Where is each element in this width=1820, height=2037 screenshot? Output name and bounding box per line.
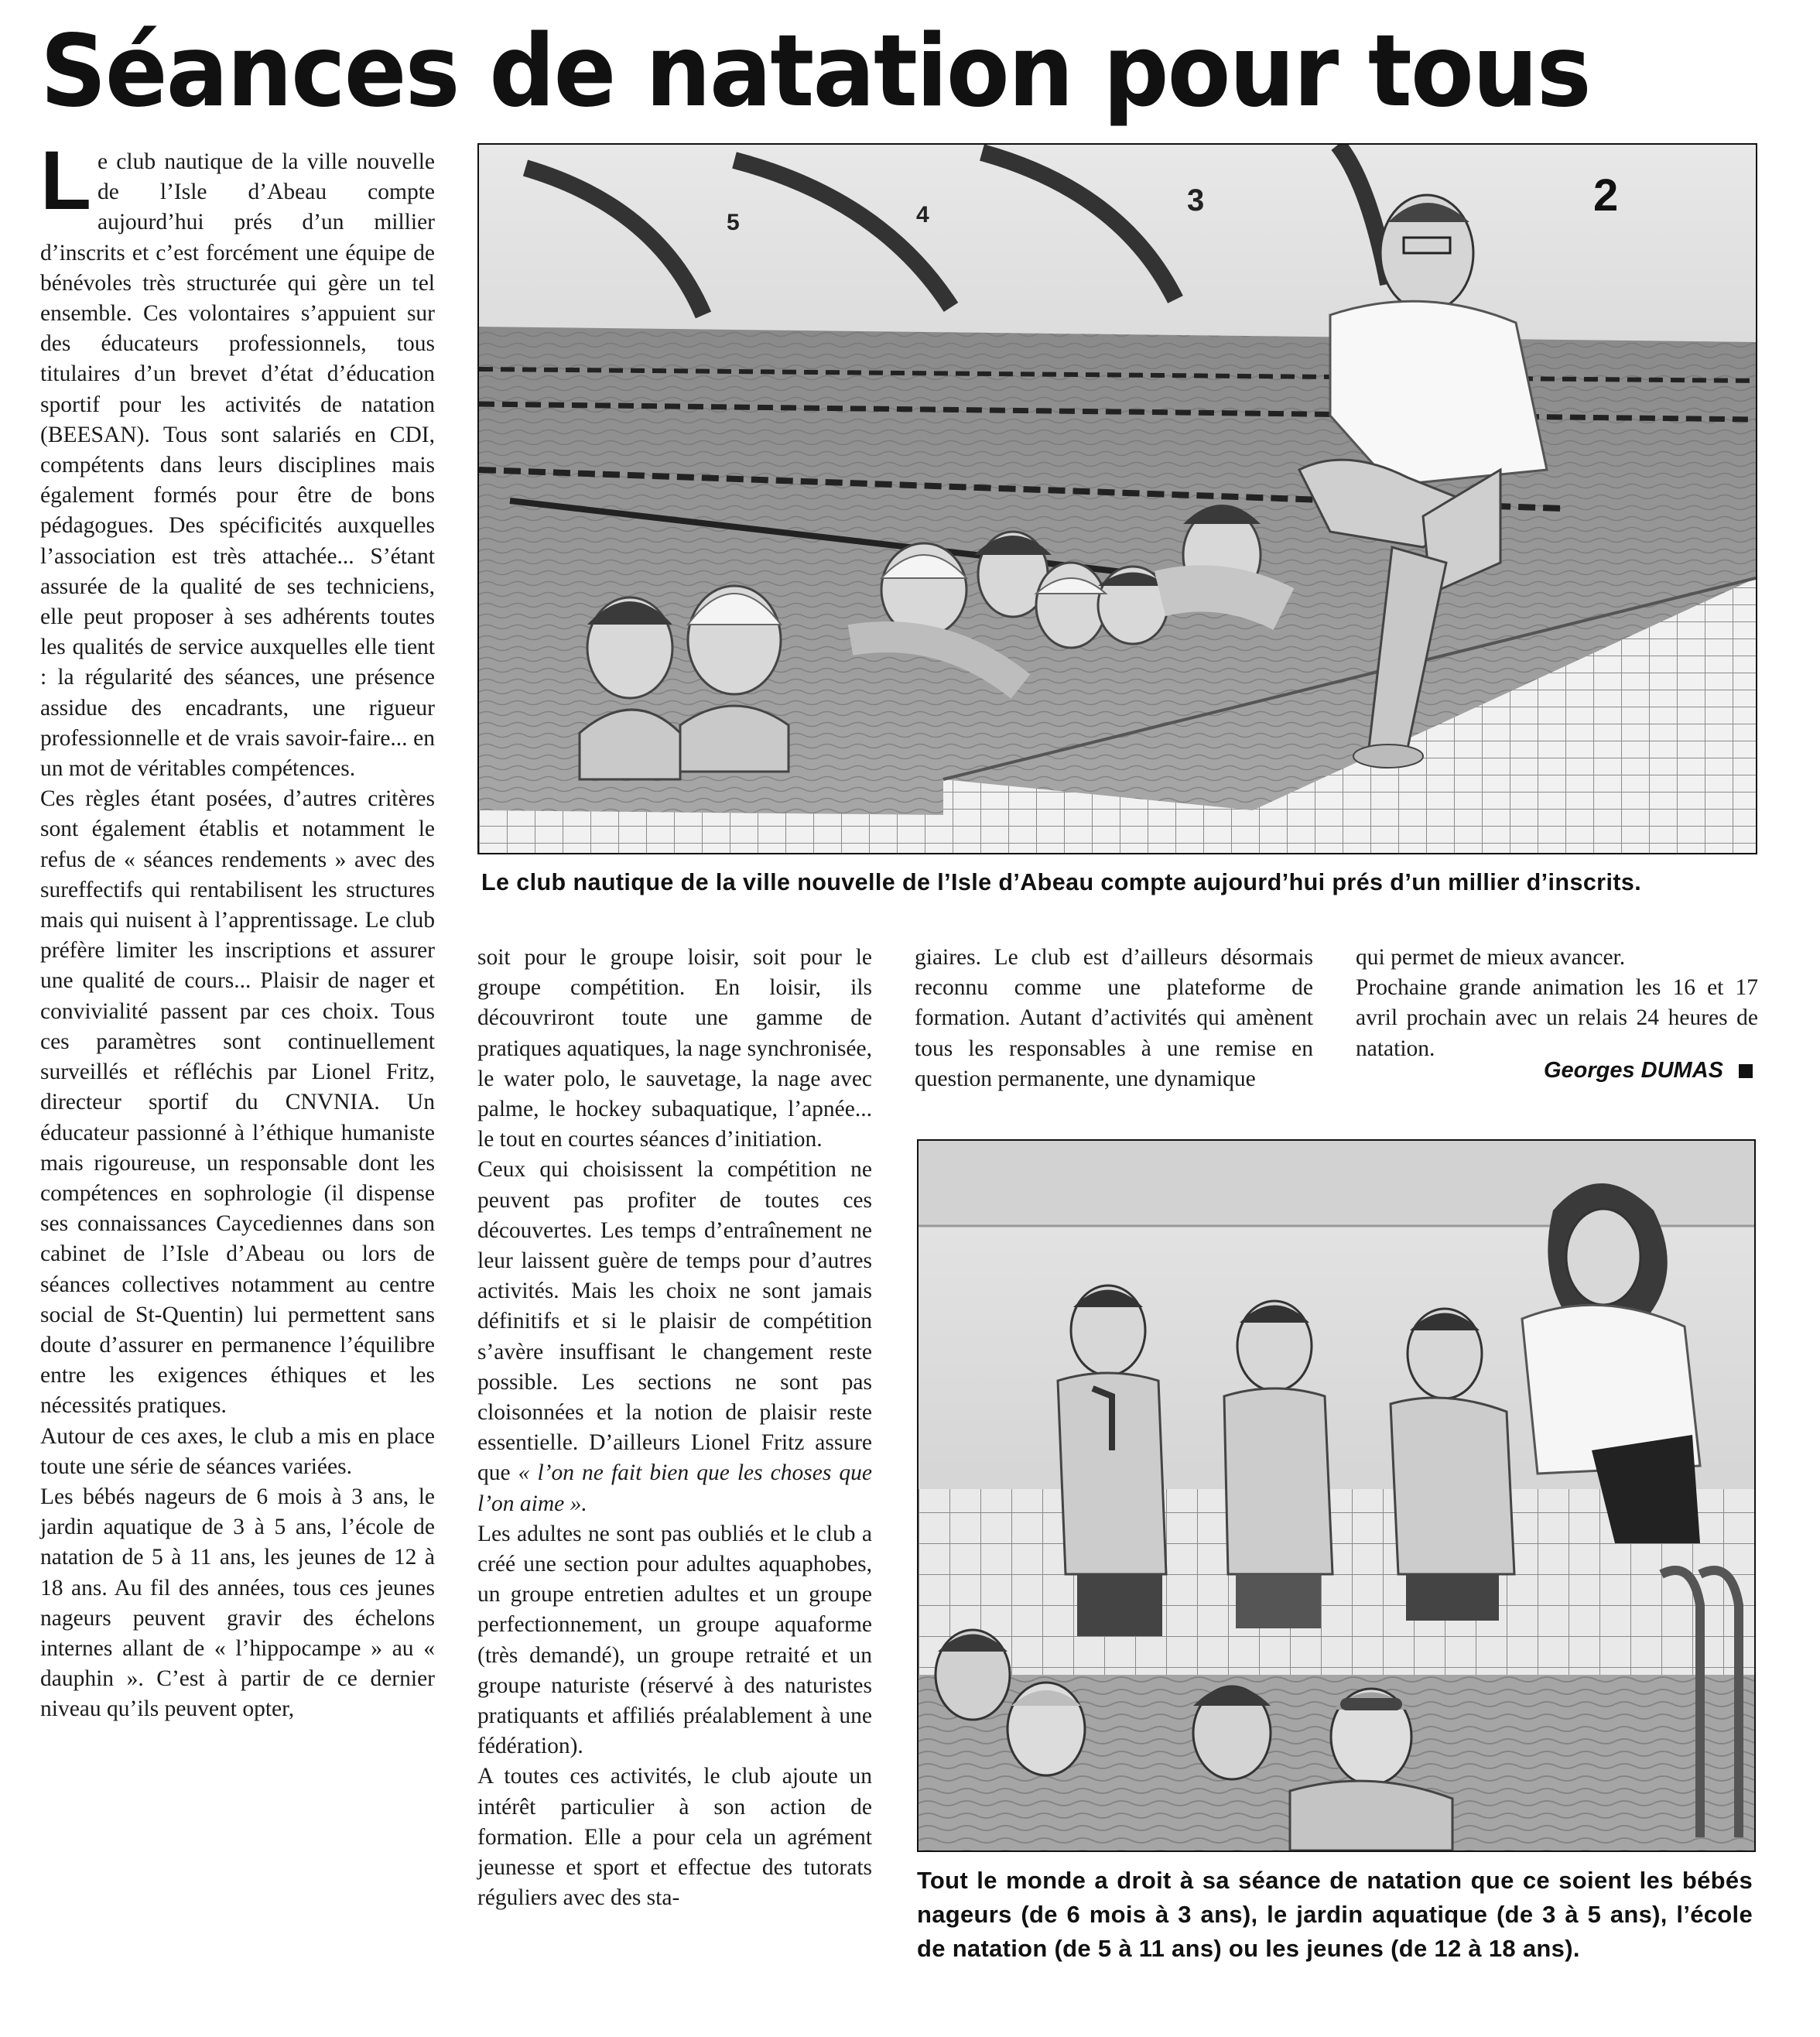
lane-number: 5 — [727, 210, 740, 235]
photo-caption: Le club nautique de la ville nouvelle de l’Isle d’Abeau compte aujourd’hui prés d’un millier d’inscrits. — [481, 869, 1642, 895]
pool-photo-illustration — [479, 145, 1756, 853]
paragraph: A toutes ces activités, le club ajoute un intérêt particulier à son action de formation. Elle a pour cela un agrément jeunesse et sport et effectue des tutorats réguliers avec des sta- — [477, 1764, 872, 1911]
paragraph: Ces règles étant posées, d’autres critères sont également établis et notamment le refus de « séances rendements » avec des sureffectifs qui rentabilisent les structures mais qui nuisent à l’apprentissage. Le club préfère limiter les inscriptions et assurer une qualité de cours... Plaisir de nager et convivialité passent par ces choix. Tous ces paramètres sont continuellement surveillés et réfléchis par Lionel Fritz, directeur sportif du CNVNIA. Un éducateur passionné à l’éthique humaniste mais rigoureuse, un responsable dont les compétences en sophrologie (il dispense ses connaissances Caycediennes dans son cabinet de l’Isle d’Abeau ou lors de séances collectives notamment au centre social de St-Quentin) lui permettent sans doute d’assurer en permanence l’équilibre entre les exigences éthiques et les nécessités pratiques. — [40, 786, 435, 1419]
author-name: Georges DUMAS — [1543, 1058, 1723, 1083]
photo-pool-club — [477, 143, 1757, 854]
article-headline: Séances de natation pour tous — [40, 14, 1590, 129]
article-column-2 — [477, 943, 872, 2026]
paragraph — [477, 1155, 872, 1518]
paragraph: Les adultes ne sont pas oubliés et le club a créé une section pour adultes aquaphobes, un groupe entretien adultes et un groupe perfectionnement, un groupe aquaforme (très demandé), un groupe retraité et un groupe naturiste (réservé à des naturistes pratiquants et affiliés préalablement à une fédération). — [477, 1521, 872, 1759]
paragraph: Les bébés nageurs de 6 mois à 3 ans, le jardin aquatique de 3 à 5 ans, l’école de natation de 5 à 11 ans, les jeunes de 12 à 18 ans. Au fil des années, tous ces jeunes nageurs peuvent gravir des échelons internes allant de « l’hippocampe » au « dauphin ». C’est à partir de ce dernier niveau qu’ils peuvent opter, — [40, 1484, 435, 1722]
paragraph: Prochaine grande animation les 16 et 17 avril prochain avec un relais 24 heures de natation. — [1356, 975, 1758, 1061]
quote: « l’on ne fait bien que les choses que l’on aime ». — [477, 1460, 872, 1516]
article-column-1 — [40, 133, 435, 2020]
end-mark — [1739, 1064, 1753, 1078]
lane-number: 3 — [1187, 183, 1205, 217]
paragraph: qui permet de mieux avancer. — [1356, 945, 1626, 970]
paragraph: soit pour le groupe loisir, soit pour le groupe compétition. En loisir, ils découvriront toute une gamme de pratiques aquatiques, la nage synchronisée, le water polo, le sauvetage, la nage avec palme, le hockey subaquatique, l’apnée... le tout en courtes séances d’initiation. — [477, 945, 872, 1152]
paragraph: giaires. Le club est d’ailleurs désormais reconnu comme une plateforme de formation. Autant d’activités qui amènent tous les responsables à une remise en question permanente, une dynamique — [915, 945, 1313, 1091]
photo-caption: Tout le monde a droit à sa séance de natation que ce soient les bébés nageurs (de 6 mois à 3 ans), le jardin aquatique (de 3 à 5 ans), l’école de natation (de 5 à 11 ans) ou les jeunes (de 12 à 18 ans). — [917, 1867, 1753, 1962]
children-photo-illustration — [919, 1141, 1754, 1850]
photo-children-pool — [917, 1139, 1756, 1852]
paragraph-lead — [40, 133, 435, 784]
author-signature — [1362, 1054, 1753, 1087]
lead-text: e club nautique de la ville nouvelle de l’Isle d’Abeau compte aujourd’hui prés d’un millier d’inscrits et c’est forcément une équipe de bénévoles très structurée qui gère un tel ensemble. Ces volontaires s’appuient sur des éducateurs professionnels, tous titulaires d’un brevet d’état d’éducation sportif pour les activités de natation (BEESAN). Tous sont salariés en CDI, compétents dans leurs disciplines mais également formés pour être de bons pédagogues. Des spécificités auxquelles l’association est très attachée... S’étant assurée de la qualité de ses techniciens, elle peut proposer à ses adhérents toutes les qualités de service auxquelles elle tient : la régularité des séances, une présence assidue des encadrants, une rigueur professionnelle et de vrais savoir-faire... en un mot de véritables compétences. — [40, 149, 435, 782]
paragraph-text: Ceux qui choisissent la compétition ne peuvent pas profiter de toutes ces découvertes. Les temps d’entraînement ne leur laissent guère de temps pour d’autres activités. Mais les choix ne sont jamais définitifs et si le plaisir de compétition s’avère insuffisant le changement reste possible. Les sections ne sont pas cloisonnées et la notion de plaisir reste essentielle. D’ailleurs Lionel Fritz assure que — [477, 1157, 872, 1486]
drop-cap: L — [40, 133, 91, 227]
article-column-3 — [915, 943, 1313, 1121]
lane-number: 2 — [1593, 170, 1619, 221]
lane-number: 4 — [916, 202, 929, 228]
paragraph: Autour de ces axes, le club a mis en place toute une série de séances variées. — [40, 1423, 435, 1479]
